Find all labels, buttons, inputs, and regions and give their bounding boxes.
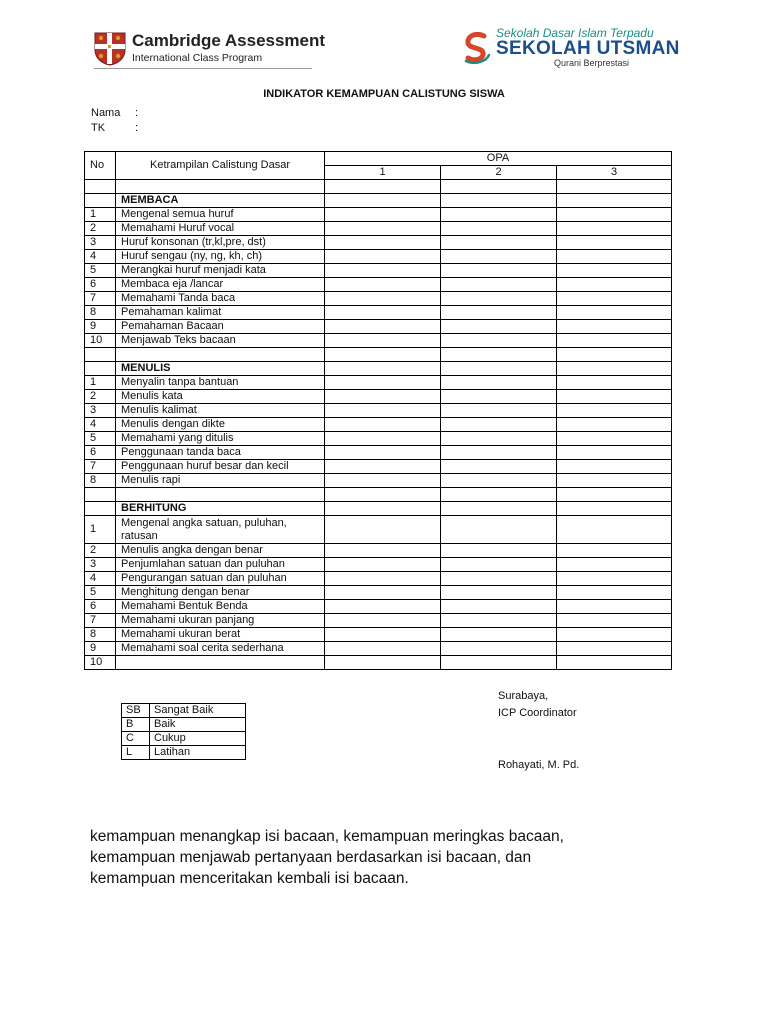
- score-cell: [557, 180, 672, 194]
- score-cell[interactable]: [441, 614, 557, 628]
- skill-cell: Menulis dengan dikte: [116, 418, 325, 432]
- score-cell[interactable]: [557, 586, 672, 600]
- score-cell[interactable]: [557, 572, 672, 586]
- skill-cell: Memahami Tanda baca: [116, 292, 325, 306]
- skill-cell: Penjumlahan satuan dan puluhan: [116, 558, 325, 572]
- score-cell[interactable]: [557, 460, 672, 474]
- table-row: [85, 572, 672, 586]
- school-tagline: Sekolah Dasar Islam Terpadu: [496, 26, 654, 40]
- meta-name-field: [91, 107, 138, 119]
- no-cell: 4: [85, 250, 116, 264]
- table-row: [85, 418, 672, 432]
- skill-cell: [116, 348, 325, 362]
- table-row: [85, 278, 672, 292]
- score-cell: [557, 348, 672, 362]
- score-cell[interactable]: [325, 642, 441, 656]
- legend-label: Sangat Baik: [150, 704, 246, 718]
- no-cell: 4: [85, 572, 116, 586]
- legend-row: [122, 732, 246, 746]
- score-cell[interactable]: [557, 558, 672, 572]
- score-cell: [325, 348, 441, 362]
- score-cell[interactable]: [557, 516, 672, 544]
- no-cell: 5: [85, 586, 116, 600]
- table-row: [85, 446, 672, 460]
- table-row: [85, 222, 672, 236]
- no-cell: 3: [85, 558, 116, 572]
- table-row: [85, 292, 672, 306]
- score-cell[interactable]: [557, 642, 672, 656]
- score-cell[interactable]: [325, 544, 441, 558]
- score-cell[interactable]: [441, 320, 557, 334]
- score-cell[interactable]: [441, 446, 557, 460]
- score-cell[interactable]: [441, 600, 557, 614]
- document-title: INDIKATOR KEMAMPUAN CALISTUNG SISWA: [263, 88, 505, 100]
- no-cell: [85, 348, 116, 362]
- no-cell: 6: [85, 278, 116, 292]
- skill-cell: Penggunaan tanda baca: [116, 446, 325, 460]
- score-cell[interactable]: [325, 250, 441, 264]
- score-cell: [557, 362, 672, 376]
- score-cell[interactable]: [325, 390, 441, 404]
- score-cell[interactable]: [441, 656, 557, 670]
- skill-cell: Menghitung dengan benar: [116, 586, 325, 600]
- skill-cell: Menulis rapi: [116, 474, 325, 488]
- score-cell[interactable]: [325, 460, 441, 474]
- section-header-row: [85, 194, 672, 208]
- score-cell[interactable]: [557, 544, 672, 558]
- no-cell: 6: [85, 600, 116, 614]
- skill-cell: Menulis kalimat: [116, 404, 325, 418]
- score-cell[interactable]: [441, 418, 557, 432]
- cambridge-logo: [94, 30, 326, 70]
- cambridge-subtitle: International Class Program: [132, 52, 263, 64]
- footer-line: kemampuan menjawab pertanyaan berdasarkan isi bacaan, dan: [90, 849, 532, 866]
- spacer-row: [85, 488, 672, 502]
- signature-name: Rohayati, M. Pd.: [498, 759, 580, 771]
- section-title: MENULIS: [116, 362, 325, 376]
- score-cell: [441, 194, 557, 208]
- header-opa-1: 1: [325, 166, 441, 180]
- meta-class-field: [91, 122, 138, 134]
- signature-place: Surabaya,: [498, 690, 549, 702]
- score-cell[interactable]: [325, 432, 441, 446]
- section-title: BERHITUNG: [116, 502, 325, 516]
- skill-line: ratusan: [121, 530, 158, 542]
- score-cell: [441, 180, 557, 194]
- score-cell[interactable]: [441, 558, 557, 572]
- skill-cell: Menulis angka dengan benar: [116, 544, 325, 558]
- no-cell: [85, 362, 116, 376]
- no-cell: 3: [85, 404, 116, 418]
- score-cell: [325, 180, 441, 194]
- no-cell: 2: [85, 390, 116, 404]
- no-cell: 8: [85, 306, 116, 320]
- score-cell: [441, 362, 557, 376]
- table-row: [85, 642, 672, 656]
- score-cell[interactable]: [557, 628, 672, 642]
- legend-label: Baik: [150, 718, 246, 732]
- skill-cell: Memahami ukuran berat: [116, 628, 325, 642]
- skill-cell: Huruf sengau (ny, ng, kh, ch): [116, 250, 325, 264]
- score-cell: [441, 348, 557, 362]
- skill-cell: Huruf konsonan (tr,kl,pre, dst): [116, 236, 325, 250]
- table-row: [85, 432, 672, 446]
- table-row: [85, 306, 672, 320]
- section-header-row: [85, 362, 672, 376]
- score-cell[interactable]: [441, 642, 557, 656]
- score-cell[interactable]: [441, 572, 557, 586]
- no-cell: 6: [85, 446, 116, 460]
- score-cell: [441, 488, 557, 502]
- cambridge-name: Cambridge Assessment: [132, 31, 326, 50]
- grade-legend: [121, 703, 246, 760]
- score-cell: [325, 502, 441, 516]
- score-cell[interactable]: [325, 236, 441, 250]
- score-cell[interactable]: [325, 222, 441, 236]
- no-cell: 1: [85, 516, 116, 544]
- legend-label: Latihan: [150, 746, 246, 760]
- header-no: No: [85, 152, 116, 180]
- table-row: [85, 558, 672, 572]
- score-cell[interactable]: [557, 250, 672, 264]
- score-cell[interactable]: [325, 404, 441, 418]
- table-row: [85, 460, 672, 474]
- score-cell: [557, 502, 672, 516]
- header-opa-2: 2: [441, 166, 557, 180]
- legend-row: [122, 718, 246, 732]
- score-cell[interactable]: [325, 208, 441, 222]
- skill-cell: [116, 180, 325, 194]
- skills-table: [84, 151, 672, 670]
- score-cell[interactable]: [441, 390, 557, 404]
- legend-row: [122, 704, 246, 718]
- legend-label: Cukup: [150, 732, 246, 746]
- skill-cell: Pemahaman Bacaan: [116, 320, 325, 334]
- score-cell[interactable]: [325, 264, 441, 278]
- school-name: [496, 38, 680, 60]
- table-row: [85, 250, 672, 264]
- table-row: [85, 208, 672, 222]
- score-cell[interactable]: [325, 418, 441, 432]
- header-skill: Ketrampilan Calistung Dasar: [116, 152, 325, 180]
- school-emblem-icon: [462, 32, 492, 64]
- no-cell: [85, 180, 116, 194]
- score-cell[interactable]: [557, 264, 672, 278]
- score-cell: [441, 502, 557, 516]
- skill-cell: Menulis kata: [116, 390, 325, 404]
- school-logo: [462, 26, 680, 70]
- score-cell: [557, 488, 672, 502]
- skill-cell: Memahami Bentuk Benda: [116, 600, 325, 614]
- score-cell[interactable]: [557, 292, 672, 306]
- meta-label: TK: [91, 122, 106, 134]
- score-cell[interactable]: [557, 656, 672, 670]
- score-cell[interactable]: [441, 264, 557, 278]
- section-title: MEMBACA: [116, 194, 325, 208]
- score-cell[interactable]: [441, 432, 557, 446]
- score-cell[interactable]: [441, 628, 557, 642]
- no-cell: 7: [85, 460, 116, 474]
- table-row: [85, 586, 672, 600]
- skill-cell: Memahami yang ditulis: [116, 432, 325, 446]
- score-cell[interactable]: [441, 516, 557, 544]
- table-row: [85, 320, 672, 334]
- score-cell[interactable]: [557, 600, 672, 614]
- table-row: [85, 334, 672, 348]
- legend-row: [122, 746, 246, 760]
- table-row: [85, 390, 672, 404]
- score-cell[interactable]: [441, 586, 557, 600]
- skill-cell: Memahami soal cerita sederhana: [116, 642, 325, 656]
- cambridge-divider: [94, 68, 312, 69]
- no-cell: 7: [85, 614, 116, 628]
- table-row: [85, 656, 672, 670]
- score-cell[interactable]: [441, 474, 557, 488]
- table-row: [85, 236, 672, 250]
- score-cell[interactable]: [325, 278, 441, 292]
- cambridge-shield-icon: [94, 32, 126, 66]
- score-cell[interactable]: [557, 474, 672, 488]
- score-cell[interactable]: [325, 614, 441, 628]
- skill-cell: [116, 656, 325, 670]
- table-row: [85, 544, 672, 558]
- score-cell[interactable]: [325, 600, 441, 614]
- score-cell[interactable]: [441, 404, 557, 418]
- no-cell: 5: [85, 432, 116, 446]
- score-cell[interactable]: [441, 222, 557, 236]
- no-cell: 5: [85, 264, 116, 278]
- score-cell[interactable]: [325, 474, 441, 488]
- no-cell: 8: [85, 628, 116, 642]
- skill-cell: Membaca eja /lancar: [116, 278, 325, 292]
- no-cell: 3: [85, 236, 116, 250]
- no-cell: [85, 502, 116, 516]
- no-cell: 8: [85, 474, 116, 488]
- score-cell[interactable]: [557, 614, 672, 628]
- score-cell[interactable]: [557, 390, 672, 404]
- footer-line: kemampuan menangkap isi bacaan, kemampuan meringkas bacaan,: [90, 828, 564, 845]
- score-cell[interactable]: [557, 446, 672, 460]
- section-header-row: [85, 502, 672, 516]
- score-cell[interactable]: [325, 334, 441, 348]
- table-row: [85, 628, 672, 642]
- skill-cell: Merangkai huruf menjadi kata: [116, 264, 325, 278]
- no-cell: 2: [85, 222, 116, 236]
- footer-line: kemampuan menceritakan kembali isi bacaan.: [90, 870, 409, 887]
- score-cell: [325, 488, 441, 502]
- score-cell[interactable]: [557, 418, 672, 432]
- skill-cell: Menjawab Teks bacaan: [116, 334, 325, 348]
- table-row: [85, 614, 672, 628]
- skill-line: Mengenal angka satuan, puluhan,: [121, 517, 287, 529]
- skill-cell: Memahami Huruf vocal: [116, 222, 325, 236]
- score-cell[interactable]: [557, 222, 672, 236]
- footer-paragraph: [90, 826, 710, 889]
- header-opa: OPA: [325, 152, 672, 166]
- score-cell[interactable]: [441, 278, 557, 292]
- no-cell: 9: [85, 320, 116, 334]
- score-cell[interactable]: [441, 460, 557, 474]
- school-motto: Qurani Berprestasi: [554, 58, 630, 68]
- score-cell[interactable]: [325, 558, 441, 572]
- score-cell[interactable]: [557, 236, 672, 250]
- no-cell: 10: [85, 334, 116, 348]
- table-row: [85, 516, 672, 544]
- no-cell: [85, 194, 116, 208]
- spacer-row: [85, 180, 672, 194]
- score-cell[interactable]: [441, 544, 557, 558]
- header-opa-3: 3: [557, 166, 672, 180]
- score-cell[interactable]: [441, 292, 557, 306]
- score-cell[interactable]: [441, 306, 557, 320]
- score-cell[interactable]: [325, 446, 441, 460]
- score-cell: [325, 194, 441, 208]
- legend-code: SB: [122, 704, 150, 718]
- no-cell: 9: [85, 642, 116, 656]
- skill-cell: [116, 516, 325, 544]
- score-cell[interactable]: [325, 306, 441, 320]
- legend-code: C: [122, 732, 150, 746]
- spacer-row: [85, 348, 672, 362]
- score-cell[interactable]: [325, 376, 441, 390]
- signature-role: ICP Coordinator: [498, 707, 577, 719]
- no-cell: 1: [85, 376, 116, 390]
- score-cell[interactable]: [325, 292, 441, 306]
- score-cell[interactable]: [441, 236, 557, 250]
- skill-cell: Pengurangan satuan dan puluhan: [116, 572, 325, 586]
- meta-label: Nama: [91, 107, 121, 119]
- no-cell: 10: [85, 656, 116, 670]
- table-row: [85, 600, 672, 614]
- score-cell[interactable]: [325, 516, 441, 544]
- skill-cell: Mengenal semua huruf: [116, 208, 325, 222]
- score-cell[interactable]: [557, 278, 672, 292]
- score-cell[interactable]: [557, 306, 672, 320]
- meta-separator: :: [135, 122, 139, 134]
- score-cell[interactable]: [557, 404, 672, 418]
- skill-cell: Menyalin tanpa bantuan: [116, 376, 325, 390]
- no-cell: 7: [85, 292, 116, 306]
- no-cell: 4: [85, 418, 116, 432]
- score-cell: [325, 362, 441, 376]
- skills-table-body: [85, 180, 672, 670]
- school-name-text: SEKOLAH UTSMAN: [496, 38, 680, 59]
- skill-cell: Memahami ukuran panjang: [116, 614, 325, 628]
- score-cell[interactable]: [441, 334, 557, 348]
- score-cell[interactable]: [441, 376, 557, 390]
- no-cell: 2: [85, 544, 116, 558]
- score-cell[interactable]: [557, 334, 672, 348]
- skill-cell: [116, 488, 325, 502]
- score-cell[interactable]: [441, 250, 557, 264]
- score-cell[interactable]: [325, 320, 441, 334]
- score-cell[interactable]: [557, 320, 672, 334]
- no-cell: [85, 488, 116, 502]
- score-cell: [557, 194, 672, 208]
- table-row: [85, 264, 672, 278]
- score-cell[interactable]: [325, 628, 441, 642]
- skill-cell: Pemahaman kalimat: [116, 306, 325, 320]
- score-cell[interactable]: [557, 432, 672, 446]
- score-cell[interactable]: [557, 376, 672, 390]
- score-cell[interactable]: [557, 208, 672, 222]
- table-row: [85, 376, 672, 390]
- score-cell[interactable]: [441, 208, 557, 222]
- legend-code: L: [122, 746, 150, 760]
- table-row: [85, 404, 672, 418]
- skill-cell: Penggunaan huruf besar dan kecil: [116, 460, 325, 474]
- score-cell[interactable]: [325, 656, 441, 670]
- table-row: [85, 474, 672, 488]
- meta-separator: :: [135, 107, 139, 119]
- score-cell[interactable]: [325, 572, 441, 586]
- legend-code: B: [122, 718, 150, 732]
- no-cell: 1: [85, 208, 116, 222]
- score-cell[interactable]: [325, 586, 441, 600]
